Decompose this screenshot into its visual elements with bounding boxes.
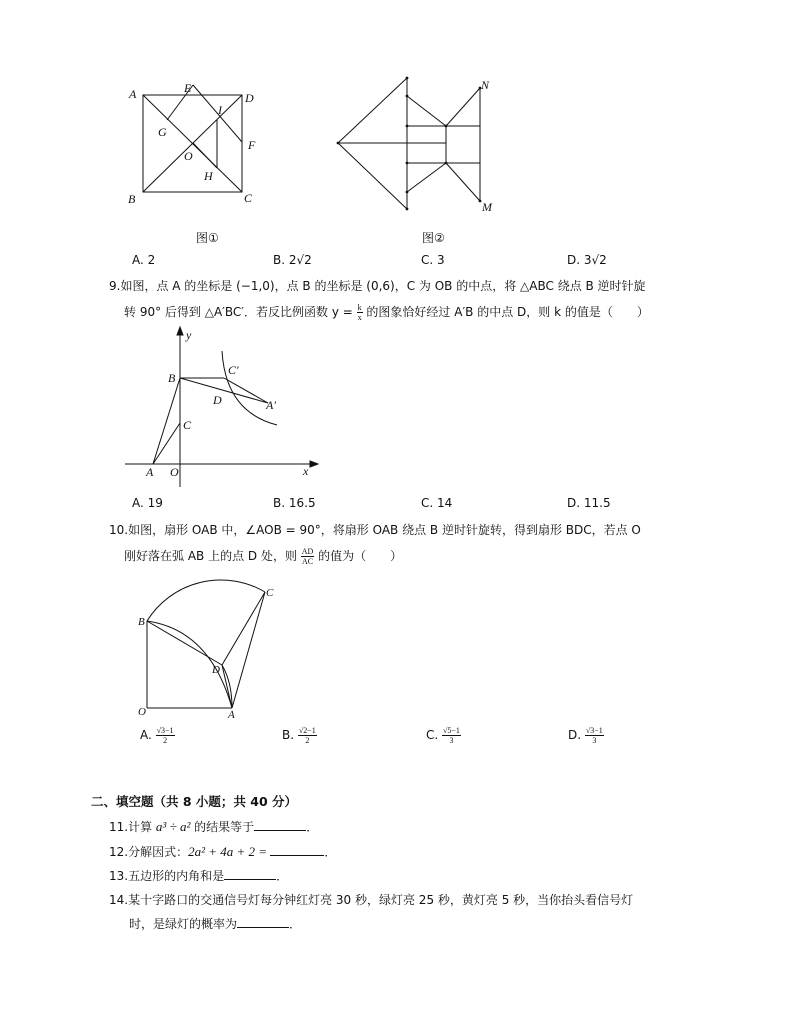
q14-answer-blank[interactable] [237, 917, 289, 928]
q10-line1: 10.如图，扇形 OAB 中，∠AOB = 90°，将扇形 OAB 绕点 B 逆时针旋转，得到扇形 BDC，若点 O [109, 523, 641, 537]
fig2-caption: 图② [422, 231, 445, 245]
q12-answer-blank[interactable] [270, 845, 324, 856]
q14-line2: 时，是绿灯的概率为 ． [129, 917, 302, 931]
figure-2 [330, 72, 500, 217]
q9-label-o: O [170, 465, 179, 479]
q10-option-a[interactable]: A. $\frac{√3-1}{2}$ [140, 726, 174, 745]
fig1-label-a: A [129, 87, 137, 101]
q9-line2: 转 90° 后得到 △A′BC′．若反比例函数 y = $\frac{k}{x}$ 的图象恰好经过 A′B 的中点 D，则 k 的值是（ ） [124, 303, 649, 322]
q11: 11.计算 a³ ÷ a² 的结果等于 ． [109, 819, 319, 834]
fig1-label-b: B [128, 192, 136, 206]
q9-option-d[interactable]: D. 11.5 [567, 496, 611, 510]
q9-label-a: A [146, 465, 154, 479]
fig1-label-e: E [184, 81, 192, 95]
q12: 12.分解因式：2a² + 4a + 2 = ． [109, 844, 337, 859]
q9-label-d: D [213, 393, 222, 407]
fig1-label-f: F [248, 138, 256, 152]
q9-label-ap: A′ [266, 398, 276, 412]
q10-option-d[interactable]: D. $\frac{√3-1}{3}$ [568, 726, 603, 745]
q10-label-c: C [266, 587, 274, 599]
q10-label-o: O [138, 706, 146, 718]
fig1-label-g: G [158, 125, 167, 139]
fig1-label-c: C [244, 191, 253, 205]
q14-line1: 14.某十字路口的交通信号灯每分钟红灯亮 30 秒，绿灯亮 25 秒，黄灯亮 5 秒，当你抬头看信号灯 [109, 893, 634, 907]
fig2-label-n: N [481, 78, 490, 92]
q13-answer-blank[interactable] [224, 869, 276, 880]
q9-line1: 9.如图，点 A 的坐标是 (−1,0)，点 B 的坐标是 (0,6)，C 为 OB 的中点，将 △ABC 绕点 B 逆时针旋 [109, 279, 646, 293]
fig1-caption: 图① [196, 231, 219, 245]
q10-line2: 刚好落在弧 AB 上的点 D 处，则 $\frac{AD}{AC}$ 的值为（ ） [124, 547, 403, 566]
q10-graph [130, 578, 290, 723]
q8-option-d[interactable]: D. 3√2 [567, 253, 607, 267]
q9-option-c[interactable]: C. 14 [421, 496, 453, 510]
fig1-label-h: H [204, 169, 213, 183]
q9-label-x: x [303, 464, 309, 478]
q13: 13.五边形的内角和是 ． [109, 869, 289, 883]
q10-option-c[interactable]: C. $\frac{√5-1}{3}$ [426, 726, 460, 745]
q10-option-b[interactable]: B. $\frac{√2-1}{2}$ [282, 726, 316, 745]
q8-option-b[interactable]: B. 2√2 [273, 253, 312, 267]
q9-option-a[interactable]: A. 19 [132, 496, 163, 510]
q10-label-d: D [212, 664, 220, 676]
q11-answer-blank[interactable] [254, 820, 306, 831]
fig1-label-d: D [245, 91, 254, 105]
q9-label-b: B [168, 371, 176, 385]
q9-option-b[interactable]: B. 16.5 [273, 496, 316, 510]
section-2-title: 二、填空题（共 8 小题；共 40 分） [91, 794, 298, 809]
q9-graph [120, 325, 320, 490]
q10-label-b: B [138, 616, 145, 628]
q9-label-y: y [186, 328, 192, 342]
figure-1 [120, 80, 270, 215]
q8-option-c[interactable]: C. 3 [421, 253, 445, 267]
q8-option-a[interactable]: A. 2 [132, 253, 156, 267]
fig2-label-m: M [482, 200, 492, 214]
fig1-label-i: I [218, 103, 222, 117]
q9-label-c: C [183, 418, 192, 432]
q10-label-a: A [228, 709, 235, 721]
fig1-label-o: O [184, 149, 193, 163]
q9-label-cp: C′ [228, 363, 239, 377]
